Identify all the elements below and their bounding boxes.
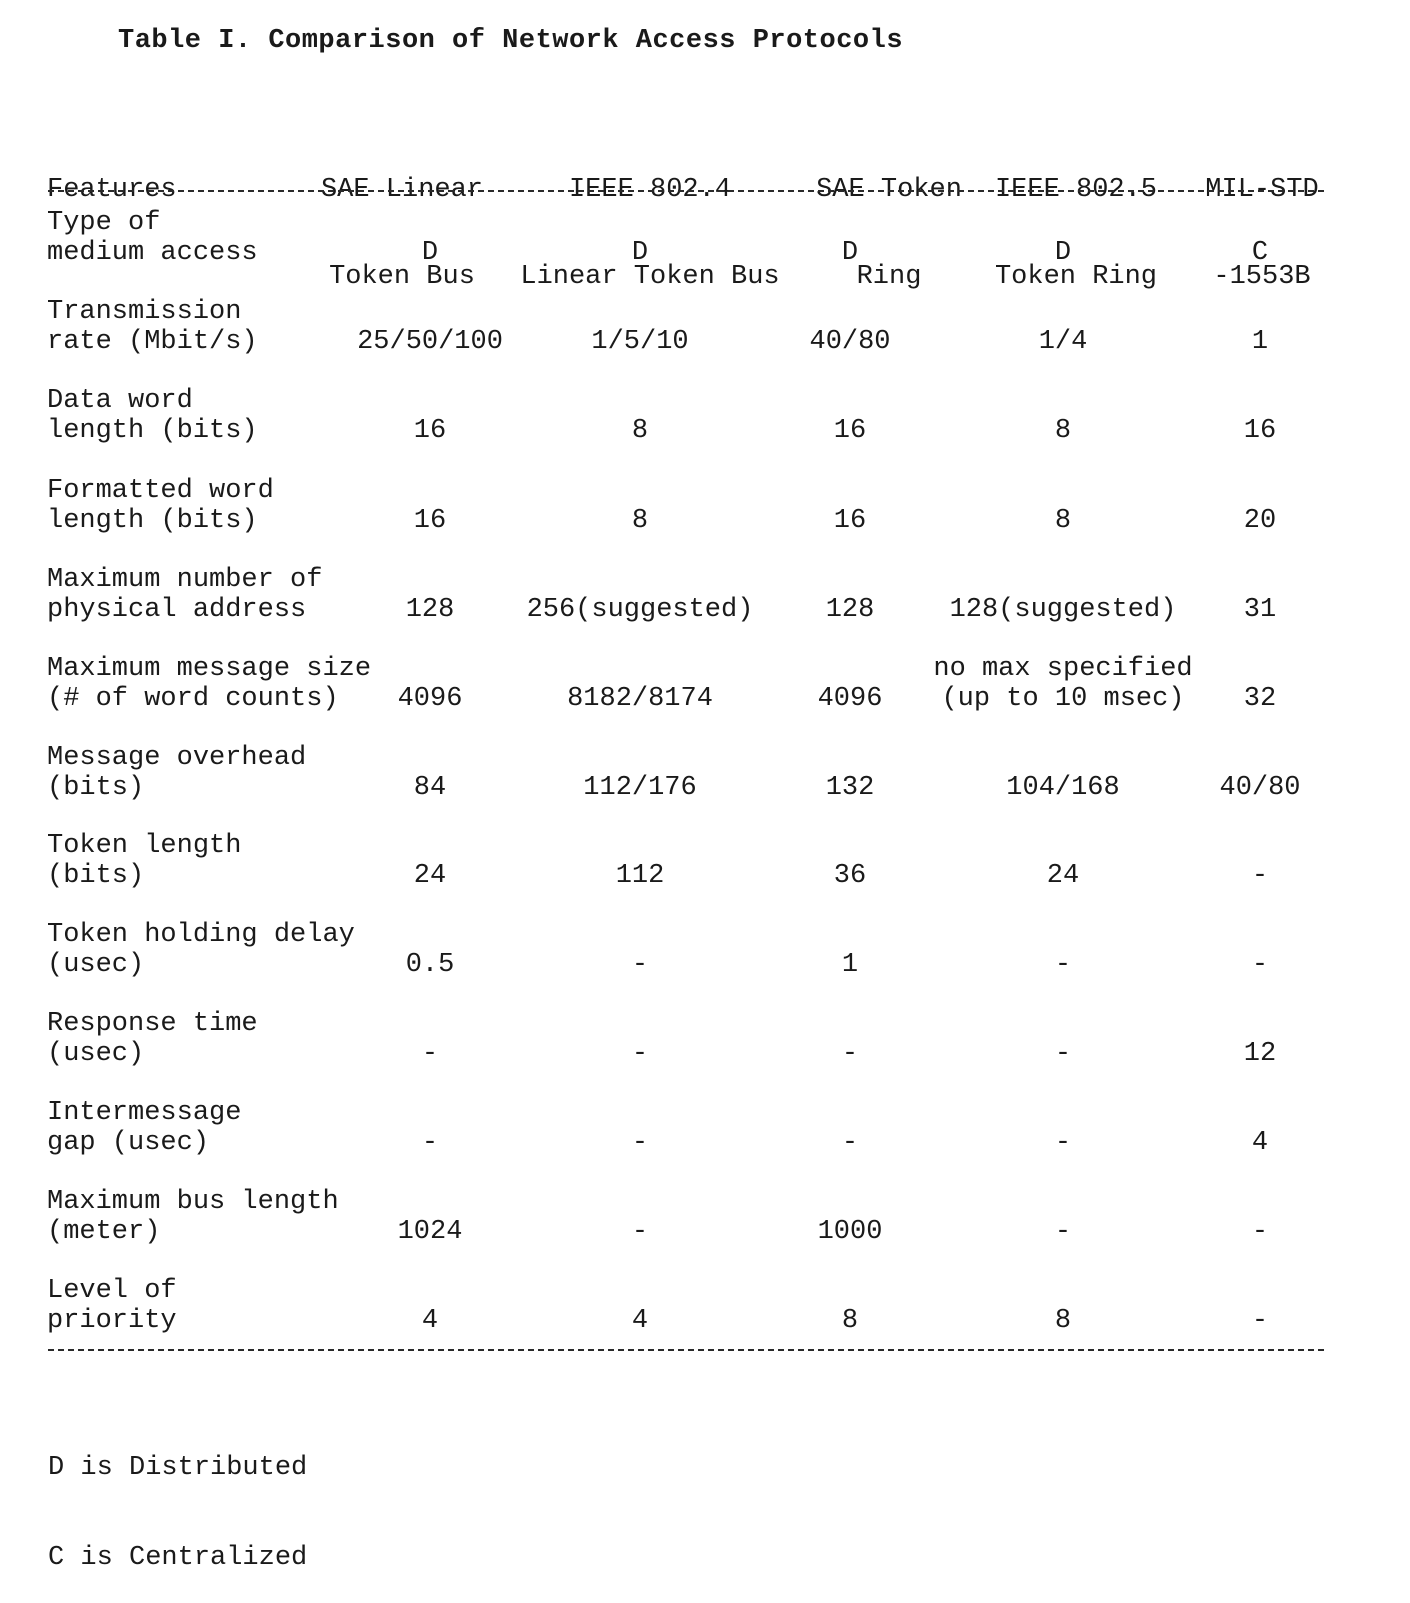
- table-cell: 36: [833, 861, 867, 891]
- feature-label: Formatted word length (bits): [47, 476, 274, 536]
- table-cell: 112/176: [583, 773, 697, 803]
- table-cell: 0.5: [405, 950, 455, 980]
- table-cell: 4096: [397, 684, 463, 714]
- feature-label: Maximum number of physical address: [47, 565, 323, 625]
- header-divider: [48, 190, 1324, 192]
- table-cell: -: [421, 1128, 439, 1158]
- table-cell: D: [1054, 238, 1072, 268]
- table-cell: 84: [413, 773, 447, 803]
- table-row: [0, 208, 1410, 268]
- feature-label: Maximum bus length (meter): [47, 1187, 339, 1247]
- feature-label: Transmission rate (Mbit/s): [47, 297, 258, 357]
- table-cell: 128: [405, 595, 455, 625]
- table-cell: 8: [1054, 506, 1072, 536]
- table-cell: -: [421, 1039, 439, 1069]
- feature-label: Token holding delay (usec): [47, 920, 355, 980]
- table-cell: 16: [413, 416, 447, 446]
- table-cell: 8182/8174: [567, 684, 713, 714]
- table-cell: 132: [825, 773, 875, 803]
- table-row: [0, 831, 1410, 891]
- table-cell: -: [1054, 1217, 1072, 1247]
- table-cell: 8: [631, 506, 649, 536]
- legend: [48, 1393, 307, 1603]
- table-cell: 128: [825, 595, 875, 625]
- table-row: [0, 476, 1410, 536]
- table-cell: -: [1251, 950, 1269, 980]
- table-cell: 20: [1243, 506, 1277, 536]
- table-cell: 40/80: [1219, 773, 1301, 803]
- header-col-mil-std-1553b: MIL-STD -1553B: [1205, 175, 1319, 292]
- header-col-ieee-802-4: IEEE 802.4 Linear Token Bus: [520, 175, 780, 292]
- table-cell: 1: [841, 950, 859, 980]
- table-cell: -: [841, 1128, 859, 1158]
- table-cell: 8: [631, 416, 649, 446]
- header-col-sae-linear-token-bus: SAE Linear Token Bus: [320, 175, 484, 292]
- table-cell: -: [1251, 1306, 1269, 1336]
- table-cell: -: [631, 1039, 649, 1069]
- table-cell: 12: [1243, 1039, 1277, 1069]
- table-row: [0, 1098, 1410, 1158]
- table-cell: 4: [631, 1306, 649, 1336]
- feature-label: Token length (bits): [47, 831, 242, 891]
- table-cell: 16: [413, 506, 447, 536]
- legend-centralized: C is Centralized: [48, 1543, 308, 1573]
- table-cell: 24: [1046, 861, 1080, 891]
- feature-label: Data word length (bits): [47, 386, 258, 446]
- table-cell: 40/80: [809, 327, 891, 357]
- table-cell: -: [1054, 1039, 1072, 1069]
- header-col-sae-token-ring: SAE Token Ring: [816, 175, 962, 292]
- table-cell: 4: [1251, 1128, 1269, 1158]
- legend-distributed: D is Distributed: [48, 1453, 308, 1483]
- table-title: Table I. Comparison of Network Access Protocols: [118, 26, 904, 56]
- feature-label: Message overhead (bits): [47, 743, 307, 803]
- table-cell: 256(suggested): [526, 595, 754, 625]
- table-row: [0, 1187, 1410, 1247]
- table-cell: 8: [841, 1306, 859, 1336]
- feature-label: Type of medium access: [47, 208, 258, 268]
- feature-label: Level of priority: [47, 1276, 177, 1336]
- table-row: [0, 1276, 1410, 1336]
- table-cell: -: [1054, 950, 1072, 980]
- table-row: [0, 743, 1410, 803]
- table-cell: -: [1054, 1128, 1072, 1158]
- table-row: [0, 654, 1410, 714]
- table-cell: 4096: [817, 684, 883, 714]
- footer-divider: [48, 1349, 1324, 1351]
- table-cell: 128(suggested): [949, 595, 1177, 625]
- table-cell: 16: [833, 506, 867, 536]
- feature-label: Intermessage gap (usec): [47, 1098, 242, 1158]
- header-col-ieee-802-5: IEEE 802.5 Token Ring: [994, 175, 1158, 292]
- table-cell: -: [631, 1217, 649, 1247]
- table-cell: 112: [615, 861, 665, 891]
- table-cell: 1/5/10: [591, 327, 689, 357]
- table-cell: 8: [1054, 1306, 1072, 1336]
- table-cell: 1024: [397, 1217, 463, 1247]
- feature-label: Maximum message size (# of word counts): [47, 654, 372, 714]
- table-cell: -: [631, 950, 649, 980]
- table-cell: 1: [1251, 327, 1269, 357]
- table-row: [0, 920, 1410, 980]
- table-cell: 8: [1054, 416, 1072, 446]
- table-cell: 16: [833, 416, 867, 446]
- header-features: Features: [47, 175, 177, 205]
- table-cell: D: [631, 238, 649, 268]
- table-cell: 104/168: [1006, 773, 1120, 803]
- table-cell: 1000: [817, 1217, 883, 1247]
- table-cell: 31: [1243, 595, 1277, 625]
- table-row: [0, 297, 1410, 357]
- table-cell: 32: [1243, 684, 1277, 714]
- table-cell: 1/4: [1038, 327, 1088, 357]
- table-cell: -: [1251, 861, 1269, 891]
- table-cell: -: [631, 1128, 649, 1158]
- table-cell: 24: [413, 861, 447, 891]
- table-cell: -: [841, 1039, 859, 1069]
- table-cell: no max specified (up to 10 msec): [933, 654, 1193, 714]
- table-cell: -: [1251, 1217, 1269, 1247]
- table-cell: D: [841, 238, 859, 268]
- table-cell: 4: [421, 1306, 439, 1336]
- feature-label: Response time (usec): [47, 1009, 258, 1069]
- table-row: [0, 1009, 1410, 1069]
- table-cell: C: [1251, 238, 1269, 268]
- table-row: [0, 386, 1410, 446]
- table-cell: D: [421, 238, 439, 268]
- table-cell: 16: [1243, 416, 1277, 446]
- table-row: [0, 565, 1410, 625]
- table-cell: 25/50/100: [357, 327, 503, 357]
